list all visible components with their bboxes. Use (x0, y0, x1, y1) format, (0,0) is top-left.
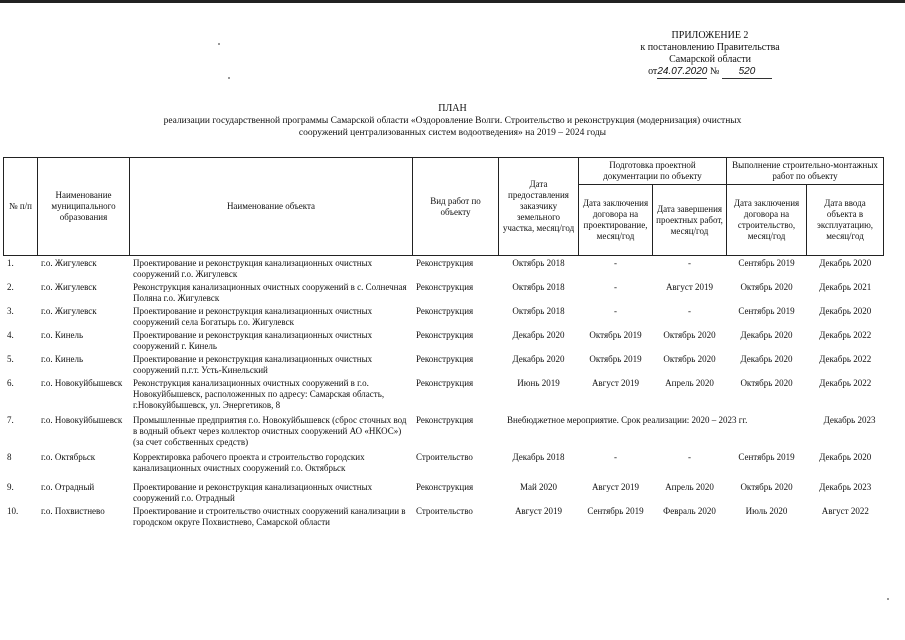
top-border-line (0, 0, 905, 3)
cell-object: Реконструкция канализационных очистных сооружений в г.о. Новокуйбышевск, расположенных по адресу: Самарская область, г.Новокуйбышевск, ул. Энергетиков, 8 (133, 378, 385, 410)
cell-design-end: - (688, 258, 691, 268)
appendix-resolution: к постановлению Правительства (640, 42, 780, 53)
cell-build-contract: Октябрь 2020 (740, 378, 793, 388)
cell-build-contract: Октябрь 2020 (740, 482, 793, 492)
cell-work-type: Реконструкция (416, 415, 474, 425)
cell-commission: Декабрь 2022 (819, 354, 872, 364)
cell-object: Проектирование и реконструкция канализационных очистных сооружений села Богатырь г.о. Жигулевск (133, 306, 373, 327)
table-row (4, 480, 884, 504)
cell-municipality: г.о. Кинель (41, 354, 84, 364)
header-commission: Дата ввода объекта в эксплуатацию, месяц/год (807, 185, 884, 256)
scan-speck (228, 77, 230, 79)
cell-design-contract: - (614, 258, 617, 268)
cell-work-type: Строительство (416, 506, 473, 516)
cell-land-date: Май 2020 (519, 482, 558, 492)
cell-design-contract: Сентябрь 2019 (587, 506, 644, 516)
cell-design-end: Октябрь 2020 (663, 354, 716, 364)
cell-municipality: г.о. Октябрьск (41, 452, 96, 462)
cell-design-contract: - (614, 282, 617, 292)
header-work-type: Вид работ по объекту (413, 158, 499, 256)
cell-work-type: Реконструкция (416, 258, 474, 268)
cell-object: Корректировка рабочего проекта и строительство городских канализационных очистных сооружений г.о. Октябрьск (133, 452, 365, 473)
cell-design-end: - (688, 452, 691, 462)
cell-municipality: г.о. Новокуйбышевск (41, 378, 123, 388)
cell-num: 2. (7, 282, 14, 292)
table-body (4, 256, 884, 535)
cell-commission: Декабрь 2023 (819, 482, 872, 492)
cell-build-contract: Сентябрь 2019 (738, 258, 795, 268)
header-land-date: Дата предоставления заказчику земельного участка, месяц/год (499, 158, 579, 256)
header-municipality: Наименование муниципального образования (38, 158, 130, 256)
header-object: Наименование объекта (130, 158, 413, 256)
cell-num: 6. (7, 378, 14, 388)
cell-land-date: Декабрь 2020 (512, 330, 565, 340)
plan-subtitle-line-1: реализации государственной программы Самарской области «Оздоровление Волги. Строительство и реконструкция (модернизация) очистных (163, 116, 742, 126)
cell-municipality: г.о. Новокуйбышевск (41, 415, 123, 425)
appendix-block (600, 30, 820, 79)
cell-extra-budget-note: Внебюджетное мероприятие. Срок реализации: 2020 – 2023 гг. (507, 415, 748, 425)
cell-municipality: г.о. Похвистнево (41, 506, 105, 516)
cell-object: Проектирование и реконструкция канализационных очистных сооружений г. Кинель (133, 330, 373, 351)
header-design-group: Подготовка проектной документации по объекту (579, 158, 727, 185)
plan-title: ПЛАН (438, 103, 467, 114)
cell-build-contract: Октябрь 2020 (740, 282, 793, 292)
cell-design-end: Февраль 2020 (663, 506, 716, 516)
cell-build-contract: Сентябрь 2019 (738, 452, 795, 462)
cell-commission: Декабрь 2020 (819, 306, 872, 316)
plan-subtitle-line-2: сооружений централизованных систем водоотведения» на 2019 – 2024 годы (298, 128, 607, 138)
cell-commission: Декабрь 2023 (823, 415, 876, 425)
cell-object: Реконструкция канализационных очистных сооружений в с. Солнечная Поляна г.о. Жигулевск (133, 282, 407, 303)
table-row (4, 413, 884, 450)
cell-design-end: Август 2019 (665, 282, 714, 292)
appendix-date-number (600, 66, 820, 79)
cell-work-type: Реконструкция (416, 306, 474, 316)
header-design-end: Дата завершения проектных работ, месяц/год (653, 185, 727, 256)
scan-speck (218, 43, 220, 45)
table-row (4, 376, 884, 413)
table-row (4, 328, 884, 352)
cell-work-type: Реконструкция (416, 330, 474, 340)
cell-num: 8 (7, 452, 12, 462)
plan-subtitle (100, 115, 805, 139)
handwritten-number: 520 (722, 66, 772, 79)
date-prefix: от (648, 66, 658, 77)
cell-object: Проектирование и реконструкция канализационных очистных сооружений г.о. Отрадный (133, 482, 373, 503)
cell-work-type: Реконструкция (416, 282, 474, 292)
cell-object: Проектирование и реконструкция канализационных очистных сооружений г.о. Жигулевск (133, 258, 373, 279)
cell-num: 3. (7, 306, 14, 316)
appendix-region: Самарской области (669, 54, 751, 65)
cell-land-date: Декабрь 2020 (512, 354, 565, 364)
cell-num: 10. (7, 506, 19, 516)
cell-commission: Декабрь 2020 (819, 258, 872, 268)
cell-num: 4. (7, 330, 14, 340)
cell-design-contract: Август 2019 (591, 482, 640, 492)
plan-table (3, 157, 884, 534)
appendix-title: ПРИЛОЖЕНИЕ 2 (671, 30, 749, 41)
cell-build-contract: Сентябрь 2019 (738, 306, 795, 316)
cell-commission: Декабрь 2022 (819, 378, 872, 388)
cell-work-type: Реконструкция (416, 482, 474, 492)
cell-land-date: Июнь 2019 (517, 378, 560, 388)
cell-land-date: Октябрь 2018 (512, 258, 565, 268)
cell-num: 7. (7, 415, 14, 425)
cell-commission: Август 2022 (821, 506, 869, 516)
cell-design-end: Октябрь 2020 (663, 330, 716, 340)
cell-work-type: Строительство (416, 452, 473, 462)
table-row (4, 280, 884, 304)
cell-design-end: Апрель 2020 (665, 482, 714, 492)
cell-num: 1. (7, 258, 14, 268)
cell-design-contract: Август 2019 (591, 378, 640, 388)
cell-build-contract: Декабрь 2020 (740, 330, 793, 340)
cell-design-contract: - (614, 306, 617, 316)
cell-municipality: г.о. Кинель (41, 330, 84, 340)
table-row (4, 304, 884, 328)
header-build-group: Выполнение строительно-монтажных работ по объекту (727, 158, 884, 185)
cell-num: 5. (7, 354, 14, 364)
cell-object: Проектирование и реконструкция канализационных очистных сооружений п.г.т. Усть-Кинельский (133, 354, 373, 375)
cell-design-contract: Октябрь 2019 (589, 330, 642, 340)
cell-municipality: г.о. Жигулевск (41, 282, 97, 292)
table-row (4, 352, 884, 376)
cell-object: Промышленные предприятия г.о. Новокуйбышевск (сброс сточных вод в водный объект через коллектор очистных сооружений АО «НКОС») (за счет собственных средств) (133, 415, 407, 447)
cell-design-contract: - (614, 452, 617, 462)
cell-municipality: г.о. Жигулевск (41, 258, 97, 268)
scan-speck (887, 598, 889, 600)
cell-work-type: Реконструкция (416, 354, 474, 364)
cell-land-date: Декабрь 2018 (512, 452, 565, 462)
cell-build-contract: Декабрь 2020 (740, 354, 793, 364)
cell-design-contract: Октябрь 2019 (589, 354, 642, 364)
header-num: № п/п (4, 158, 38, 256)
cell-design-end: - (688, 306, 691, 316)
table-row (4, 504, 884, 534)
cell-land-date: Октябрь 2018 (512, 306, 565, 316)
cell-land-date: Октябрь 2018 (512, 282, 565, 292)
cell-build-contract: Июль 2020 (745, 506, 788, 516)
cell-land-date: Август 2019 (514, 506, 563, 516)
cell-object: Проектирование и строительство очистных сооружений канализации в городском округе Похвистнево, Самарской области (133, 506, 406, 527)
table-row (4, 256, 884, 281)
table-row (4, 450, 884, 480)
cell-municipality: г.о. Жигулевск (41, 306, 97, 316)
header-build-contract: Дата заключения договора на строительство, месяц/год (727, 185, 807, 256)
cell-num: 9. (7, 482, 14, 492)
handwritten-date: 24.07.2020 (657, 66, 708, 77)
cell-commission: Декабрь 2022 (819, 330, 872, 340)
cell-commission: Декабрь 2020 (819, 452, 872, 462)
cell-municipality: г.о. Отрадный (41, 482, 95, 492)
header-design-contract: Дата заключения договора на проектирование, месяц/год (579, 185, 653, 256)
number-label: № (709, 66, 720, 77)
cell-design-end: Апрель 2020 (665, 378, 714, 388)
cell-commission: Декабрь 2021 (819, 282, 872, 292)
cell-work-type: Реконструкция (416, 378, 474, 388)
